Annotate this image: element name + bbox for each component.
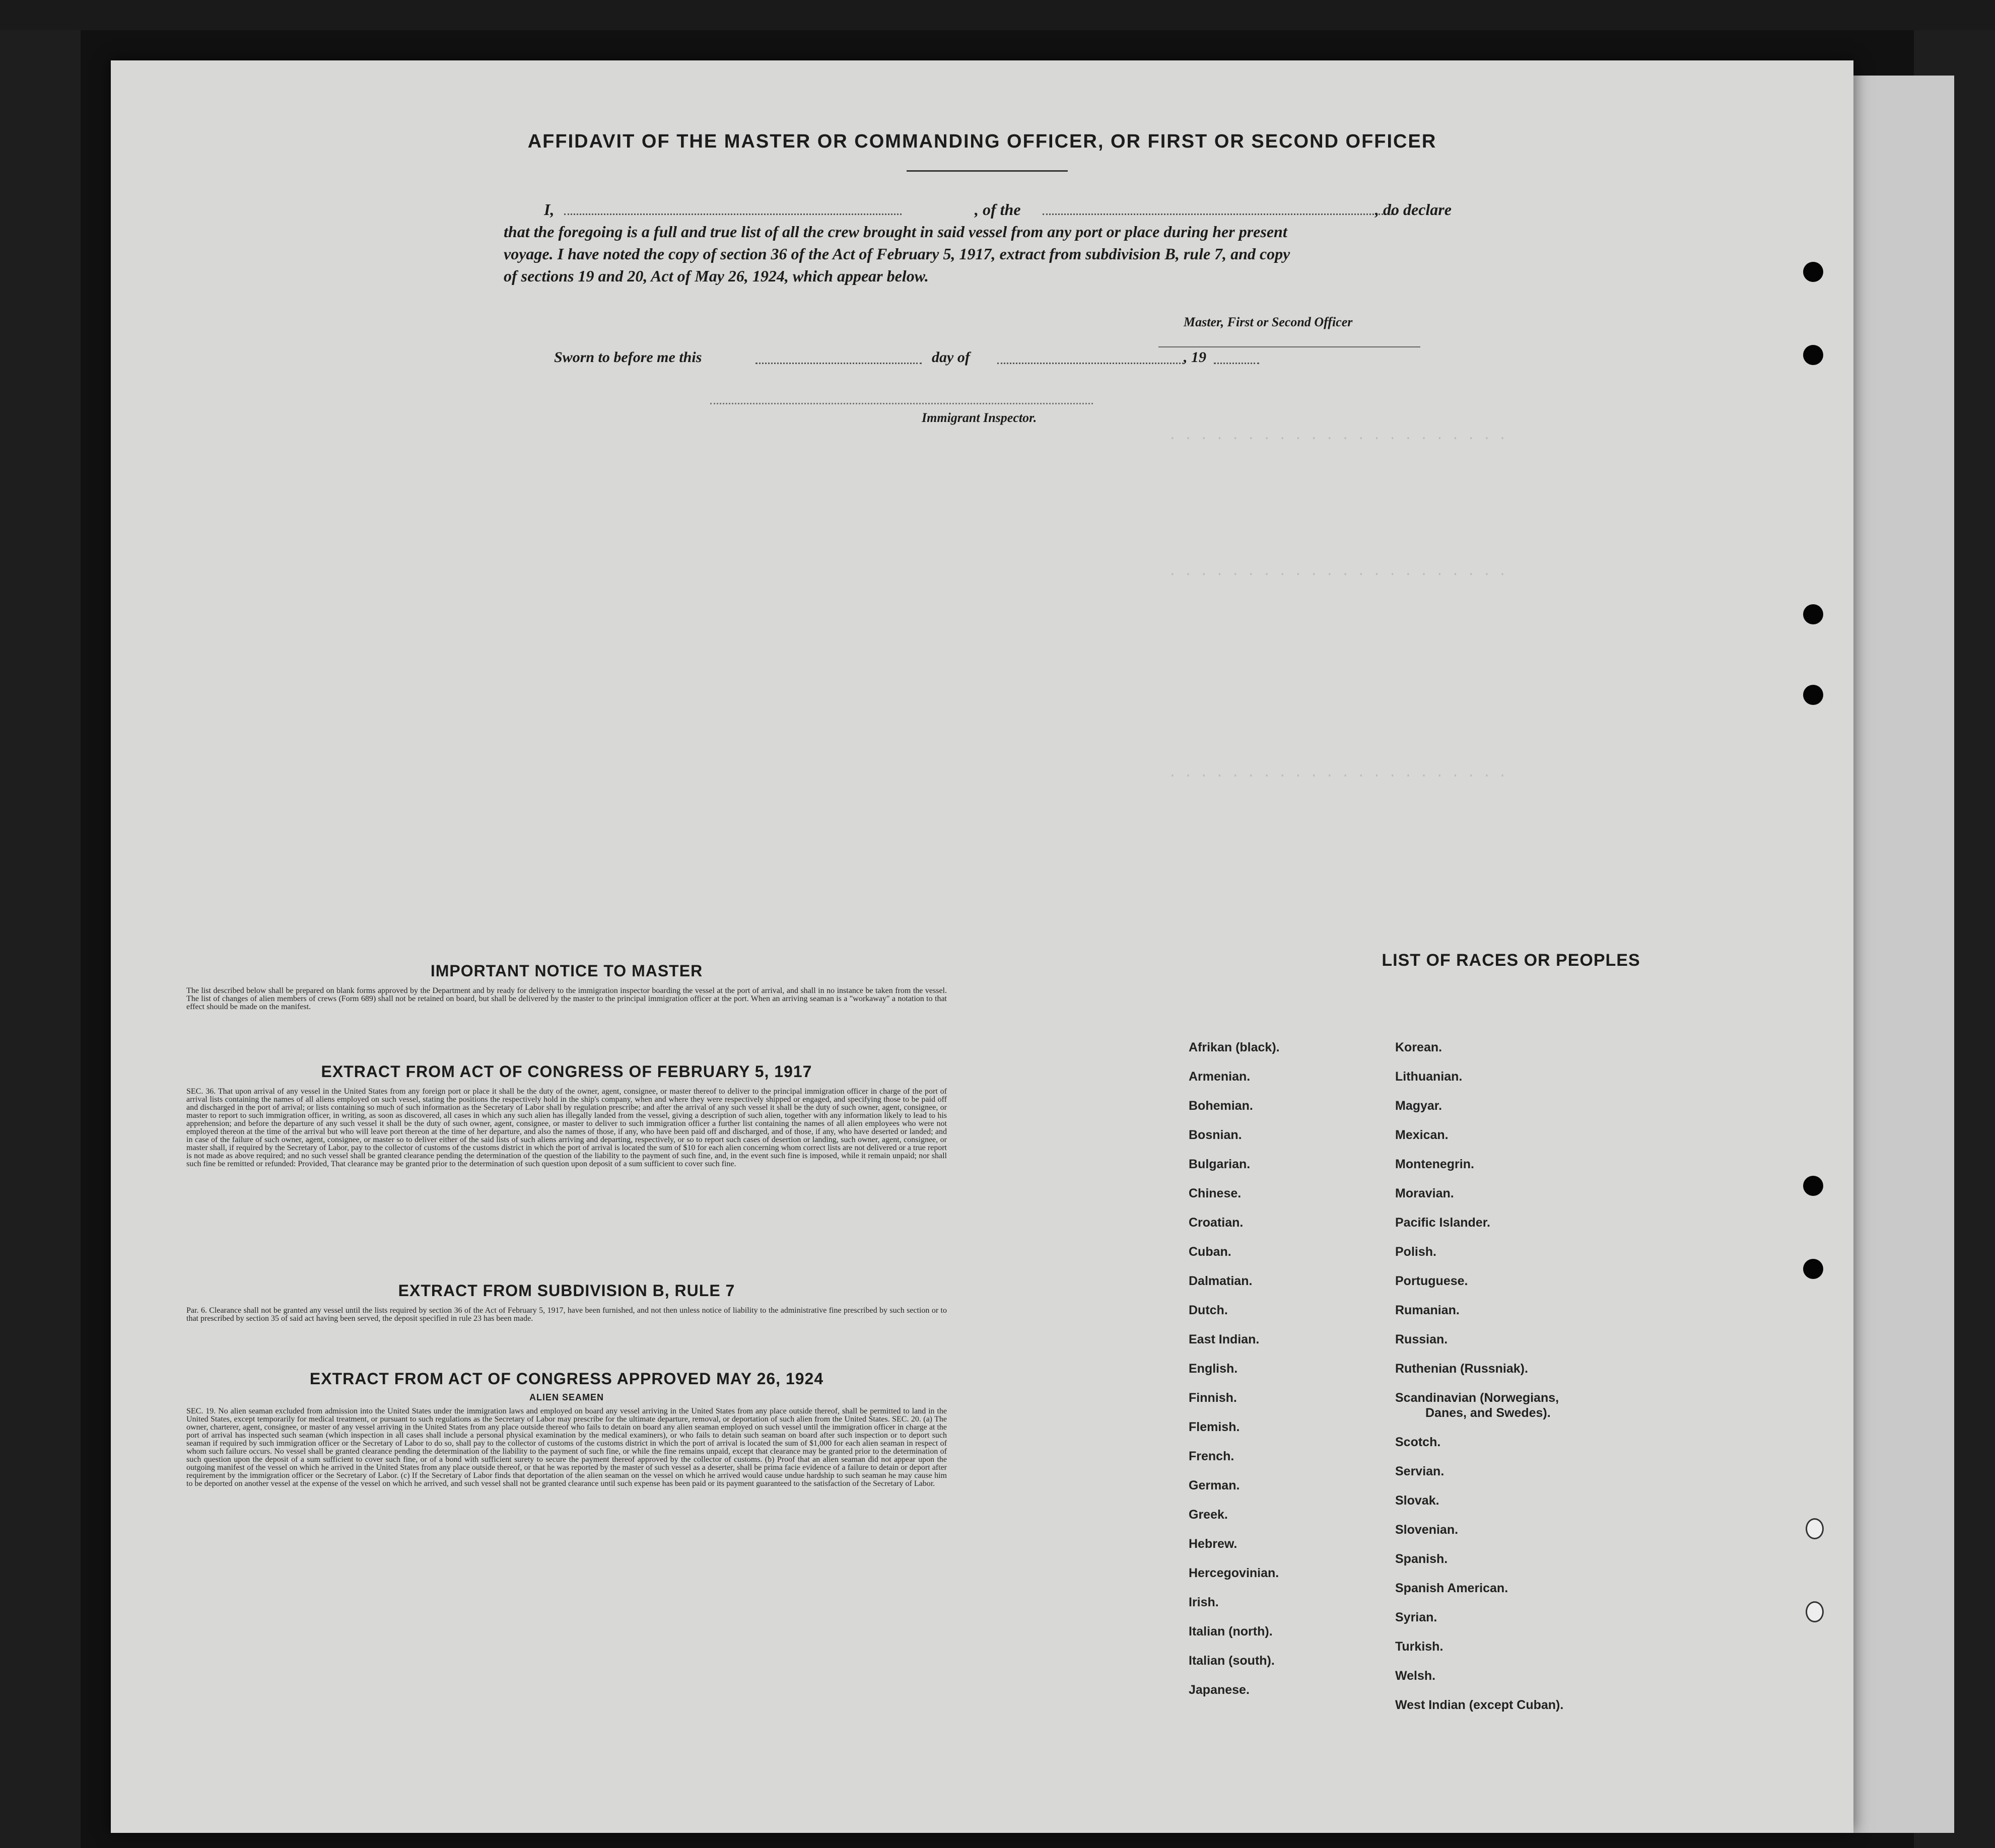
subdivision-title: EXTRACT FROM SUBDIVISION B, RULE 7 — [398, 1282, 735, 1300]
race-item: Servian. — [1395, 1464, 1444, 1478]
race-item: Montenegrin. — [1395, 1157, 1474, 1171]
bleed-through: . . . . . . . . . . . . . . . . . . . . . . — [1168, 564, 1506, 579]
race-item: Bulgarian. — [1189, 1157, 1251, 1171]
binder-hole — [1803, 1259, 1823, 1279]
binder-hole — [1806, 1601, 1824, 1622]
affidavit-line-4: of sections 19 and 20, Act of May 26, 1924, which appear below. — [504, 267, 929, 285]
binder-hole — [1803, 1176, 1823, 1196]
bleed-through: . . . . . . . . . . . . . . . . . . . . . . — [1168, 765, 1506, 780]
race-item: Russian. — [1395, 1332, 1448, 1346]
race-item: Italian (north). — [1189, 1624, 1273, 1639]
notice-body: The list described below shall be prepared on blank forms approved by the Department and by ready for delivery to the immigration inspector boarding the vessel at the port of arrival, and shall in no instance be taken from the vessel. The list of changes of alien members of crews (Form 689) shall not be retained on board, but shall be delivered by the master to the principal immigration officer at the port. When an arriving seaman is a "workaway" a notation to that effect should be made on the manifest. — [186, 986, 947, 1011]
scan-border-left — [0, 30, 81, 1848]
binder-hole — [1803, 262, 1823, 282]
day-of-label: day of — [932, 349, 970, 366]
race-item: Bohemian. — [1189, 1099, 1253, 1113]
race-item: Rumanian. — [1395, 1303, 1460, 1317]
race-item: Moravian. — [1395, 1186, 1454, 1200]
affidavit-i: I, — [544, 200, 555, 219]
race-item: Croatian. — [1189, 1216, 1244, 1230]
race-item: Spanish American. — [1395, 1581, 1508, 1595]
races-title: LIST OF RACES OR PEOPLES — [1382, 951, 1640, 970]
vessel-blank — [1043, 214, 1395, 215]
binder-hole — [1806, 1518, 1824, 1539]
race-item: Bosnian. — [1189, 1128, 1242, 1142]
race-item: Hebrew. — [1189, 1537, 1237, 1551]
race-item: Flemish. — [1189, 1420, 1240, 1434]
race-item: Slovak. — [1395, 1494, 1439, 1508]
master-label: Master, First or Second Officer — [1184, 315, 1353, 329]
name-blank — [564, 214, 902, 215]
extract-1924-title: EXTRACT FROM ACT OF CONGRESS APPROVED MAY 26, 1924 — [309, 1370, 824, 1388]
race-item: Lithuanian. — [1395, 1070, 1463, 1084]
races-right-column — [1395, 1040, 1563, 1727]
affidavit-of-the: , of the — [975, 200, 1021, 219]
binder-hole — [1803, 604, 1823, 624]
race-item: Pacific Islander. — [1395, 1216, 1490, 1230]
race-item: Spanish. — [1395, 1552, 1448, 1566]
notice-title: IMPORTANT NOTICE TO MASTER — [430, 962, 703, 980]
race-item: Dalmatian. — [1189, 1274, 1253, 1288]
race-item: Japanese. — [1189, 1683, 1250, 1697]
extract-1917-body: SEC. 36. That upon arrival of any vessel in the United States from any foreign port or place it shall be the duty of the owner, agent, consignee, or master thereof to deliver to the principal immigration officer in charge of the port of arrival lists containing the names of all aliens employed on such vessel, stating the positions the respectively hold in the ship's company, when and where they were respectively shipped or engaged, and specifying those to be paid off and discharged in the port of arrival; or lists containing so much of such information as the Secretary of Labor shall by regulation prescribe; and after the arrival of any such vessel it shall be the duty of such owner, agent, consignee, or master to report to such immigration officer, in writing, as soon as discovered, all cases in which any such alien has illegally landed from the vessel, giving a description of such alien, together with any information likely to lead to his apprehension; and before the departure of any such vessel it shall be the duty of such owner, agent, consignee, or master to deliver to such immigration officer a further list containing the names of all alien employees who were not employed thereon at the time of the arrival but who will leave port thereon at the time of her departure, and also the names of those, if any, who have been paid off and discharged, and of those, if any, who have deserted or landed; and in case of the failure of such owner, agent, consignee, or master so to deliver either of the said lists of such aliens arriving and departing, respectively, or so to report such cases of desertion or landing, such owner, agent, consignee, or master shall, if required by the Secretary of Labor, pay to the collector of customs of the customs district in which the port of arrival is located the sum of $10 for each alien concerning whom correct lists are not delivered or a true report is not made as above required; and no such vessel shall be granted clearance pending the determination of the question of the liability to the payment of such fine, and, in the event such fine is imposed, while it remain unpaid; nor shall such fine be remitted or refunded: Provided, That clearance may be granted prior to the determination of such question upon deposit of a sum sufficient to cover such fine. — [186, 1087, 947, 1168]
race-item: Korean. — [1395, 1040, 1442, 1054]
affidavit-declare: , do declare — [1375, 200, 1452, 219]
races-left-column — [1189, 1040, 1280, 1712]
extract-1917-title: EXTRACT FROM ACT OF CONGRESS OF FEBRUARY 5, 1917 — [321, 1062, 812, 1081]
month-blank — [997, 363, 1184, 364]
race-item: Syrian. — [1395, 1610, 1437, 1624]
race-item: Slovenian. — [1395, 1523, 1459, 1537]
race-item: Turkish. — [1395, 1640, 1443, 1654]
race-item: French. — [1189, 1449, 1234, 1463]
race-item: Afrikan (black). — [1189, 1040, 1280, 1054]
race-item-line: Scandinavian (Norwegians, — [1395, 1391, 1559, 1405]
race-item: Portuguese. — [1395, 1274, 1468, 1288]
race-item: Hercegovinian. — [1189, 1566, 1279, 1580]
race-item: Magyar. — [1395, 1099, 1442, 1113]
race-item: Scotch. — [1395, 1435, 1441, 1449]
race-item: Polish. — [1395, 1245, 1436, 1259]
affidavit-line-3: voyage. I have noted the copy of section 36 of the Act of February 5, 1917, extract from subdivision B, rule 7, and copy — [504, 245, 1290, 263]
scan-border-top — [0, 0, 1995, 30]
race-item: Greek. — [1189, 1508, 1228, 1522]
race-item: Italian (south). — [1189, 1654, 1275, 1668]
sworn-day-blank — [755, 363, 922, 364]
document-page — [111, 60, 1853, 1833]
race-item: Welsh. — [1395, 1669, 1436, 1683]
binder-hole — [1803, 685, 1823, 705]
race-item: East Indian. — [1189, 1332, 1260, 1346]
race-item: German. — [1189, 1478, 1240, 1492]
affidavit-title: AFFIDAVIT OF THE MASTER OR COMMANDING OFFICER, OR FIRST OR SECOND OFFICER — [527, 131, 1437, 152]
year-label: , 19 — [1184, 349, 1206, 366]
race-item: Mexican. — [1395, 1128, 1449, 1142]
race-item: Finnish. — [1189, 1391, 1237, 1405]
race-item: Dutch. — [1189, 1303, 1228, 1317]
bleed-through: . . . . . . . . . . . . . . . . . . . . . . — [1168, 428, 1506, 443]
race-item: Irish. — [1189, 1595, 1219, 1609]
inspector-label: Immigrant Inspector. — [922, 410, 1037, 425]
extract-1924-body: SEC. 19. No alien seaman excluded from admission into the United States under the immigration laws and employed on board any vessel arriving in the United States from any place outside thereof, shall be permitted to land in the United States, except temporarily for medical treatment, or pursuant to such regulations as the Secretary of Labor may prescribe for the ultimate departure, removal, or deportation of such alien from the United States. SEC. 20. (a) The owner, charterer, agent, consignee, or master of any vessel arriving in the United States from any place outside thereof who fails to detain on board any alien seaman employed on such vessel until the immigration officer in charge at the port of arrival has inspected such seaman (which inspection in all cases shall include a personal physical examination by the medical examiners), or who fails to detain such seaman on board after such inspection or to deport such seaman if required by such immigration officer or the Secretary of Labor to do so, shall pay to the collector of customs of the customs district in which the port of arrival is located the sum of $1,000 for each alien seaman in respect of whom such failure occurs. No vessel shall be granted clearance pending the determination of the liability to the payment of such fine, or while the fine remains unpaid, except that clearance may be granted prior to the determination of such question upon the deposit of a sum sufficient to cover such fine, or of a bond with sufficient surety to secure the payment thereof approved by the collector of customs. (b) Proof that an alien seaman did not appear upon the outgoing manifest of the vessel on which he arrived in the United States from any place outside thereof, or that he was reported by the master of such vessel as a deserter, shall be prima facie evidence of a failure to detain or deport after requirement by the immigration officer or the Secretary of Labor. (c) If the Secretary of Labor finds that deportation of the alien seaman on the vessel on which he arrived would cause undue hardship to such seaman he may cause him to be deported on another vessel at the expense of the vessel on which he arrived, and such vessel shall not be granted clearance until such expense has been paid or its payment guaranteed to the satisfaction of the Secretary of Labor. — [186, 1407, 947, 1488]
year-blank — [1214, 363, 1259, 364]
sworn-label: Sworn to before me this — [554, 349, 702, 366]
binder-hole — [1803, 345, 1823, 365]
race-item: West Indian (except Cuban). — [1395, 1698, 1564, 1712]
extract-1924-subtitle: ALIEN SEAMEN — [529, 1392, 604, 1402]
race-item — [1395, 1390, 1563, 1435]
inspector-signature-line — [710, 403, 1093, 404]
race-item: Cuban. — [1189, 1245, 1231, 1259]
race-item-continuation: Danes, and Swedes). — [1425, 1406, 1551, 1420]
race-item: Ruthenian (Russniak). — [1395, 1362, 1528, 1376]
race-item: Chinese. — [1189, 1186, 1242, 1200]
subdivision-body: Par. 6. Clearance shall not be granted any vessel until the lists required by section 36 of the Act of February 5, 1917, have been furnished, and not then unless notice of liability to the administrative fine prescribed by such section or to that prescribed by section 35 of said act having been served, the deposit specified in rule 23 has been made. — [186, 1306, 947, 1323]
affidavit-line-2: that the foregoing is a full and true list of all the crew brought in said vessel from any port or place during her present — [504, 223, 1287, 241]
race-item: English. — [1189, 1362, 1238, 1376]
title-underline — [907, 170, 1068, 172]
race-item: Armenian. — [1189, 1070, 1251, 1084]
master-signature-line — [1158, 346, 1420, 347]
